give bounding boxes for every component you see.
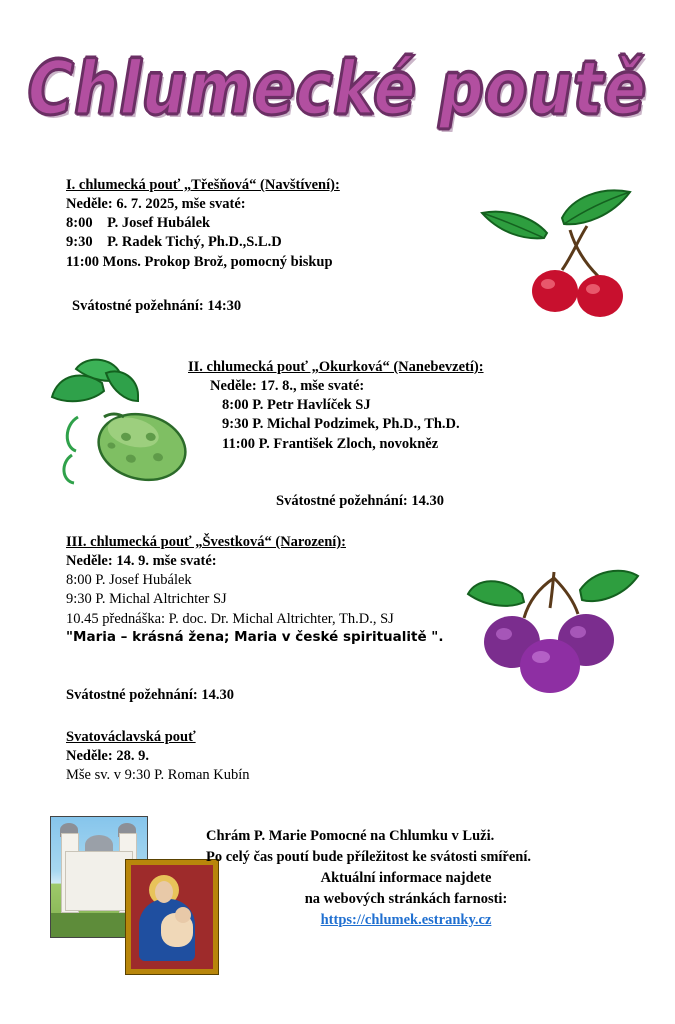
section-4-line-1: Mše sv. v 9:30 P. Roman Kubín — [66, 767, 250, 784]
plums-illustration — [462, 560, 642, 700]
section-1 — [66, 176, 486, 272]
parish-website-link[interactable]: https://chlumek.estranky.cz — [320, 912, 492, 929]
section-1-blessing: Svátostné požehnání: 14:30 — [72, 298, 242, 314]
section-1-heading: I. chlumecká pouť „Třešňová“ (Navštívení): — [66, 177, 340, 193]
page-title-wrap — [0, 44, 675, 132]
section-1-line-3: 11:00 Mons. Prokop Brož, pomocný biskup — [66, 253, 333, 270]
section-3-blessing: Svátostné požehnání: 14.30 — [66, 687, 234, 703]
section-3-quote: "Maria – krásná žena; Maria v české spiritualitě ". — [66, 628, 444, 645]
section-2-subheading: Neděle: 17. 8., mše svaté: — [210, 378, 365, 395]
section-3-line-2: 9:30 P. Michal Altrichter SJ — [66, 591, 227, 608]
cherries-illustration — [452, 178, 642, 338]
section-3-line-1: 8:00 P. Josef Hubálek — [66, 572, 192, 589]
section-2-line-1: 8:00 P. Petr Havlíček SJ — [222, 397, 371, 414]
section-3-subheading: Neděle: 14. 9. mše svaté: — [66, 553, 217, 570]
section-2-heading: II. chlumecká pouť „Okurková“ (Nanebevzetí): — [188, 359, 484, 375]
footer-line-2: Po celý čas poutí bude příležitost ke svátosti smíření. — [206, 849, 532, 866]
section-3 — [66, 533, 496, 646]
section-1-line-2: 9:30 P. Radek Tichý, Ph.D.,S.L.D — [66, 234, 282, 251]
section-2-blessing: Svátostné požehnání: 14.30 — [276, 493, 444, 509]
section-4-subheading: Neděle: 28. 9. — [66, 748, 149, 765]
section-2 — [188, 358, 608, 454]
madonna-child-head — [175, 907, 191, 923]
madonna-head — [155, 881, 173, 903]
section-3-heading: III. chlumecká pouť „Švestková“ (Narození): — [66, 534, 346, 550]
section-4 — [66, 728, 466, 785]
section-4-heading: Svatováclavská pouť — [66, 729, 196, 745]
section-1-subheading: Neděle: 6. 7. 2025, mše svaté: — [66, 196, 246, 213]
footer — [196, 826, 616, 931]
section-3-line-3: 10.45 přednáška: P. doc. Dr. Michal Altrichter, Th.D., SJ — [66, 610, 394, 627]
cucumber-illustration — [42, 355, 232, 515]
section-2-line-3: 11:00 P. František Zloch, novokněz — [222, 435, 439, 452]
footer-line-4: na webových stránkách farnosti: — [304, 891, 508, 908]
footer-line-3: Aktuální informace najdete — [320, 870, 492, 887]
section-2-line-2: 9:30 P. Michal Podzimek, Ph.D., Th.D. — [222, 416, 460, 433]
footer-line-1: Chrám P. Marie Pomocné na Chlumku v Luži. — [206, 828, 495, 844]
church-building — [65, 851, 133, 911]
section-1-line-1: 8:00 P. Josef Hubálek — [66, 215, 211, 232]
page-title: Chlumecké poutě — [28, 44, 647, 132]
